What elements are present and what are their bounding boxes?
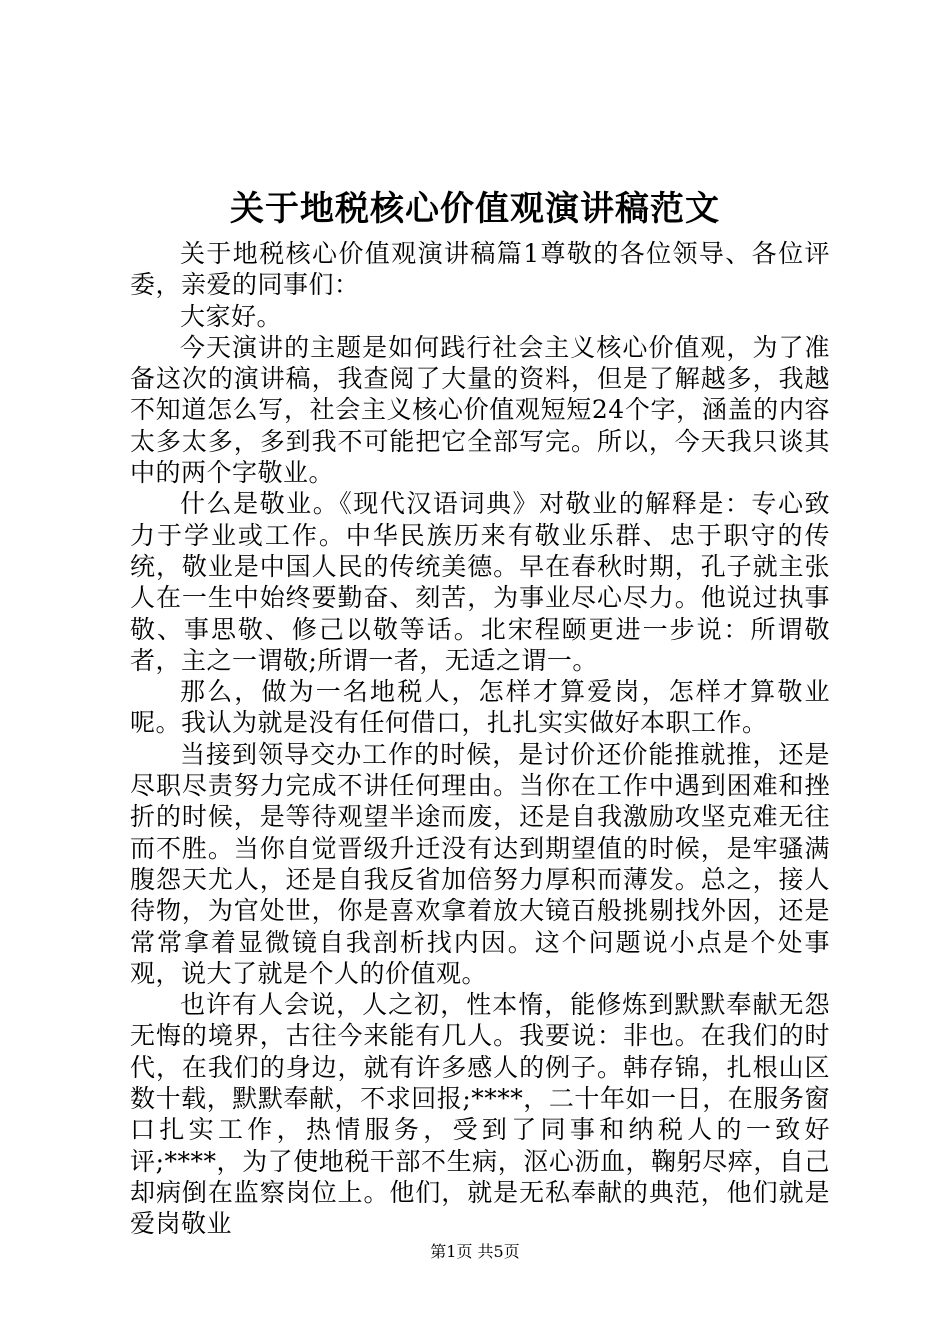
paragraph-4: 什么是敬业。《现代汉语词典》对敬业的解释是：专心致力于学业或工作。中华民族历来有敬业乐群、忠于职守的传统，敬业是中国人民的传统美德。早在春秋时期，孔子就主张人在一生中始终要勤奋、刻苦，为事业尽心尽力。他说过执事敬、事思敬、修己以敬等话。北宋程颐更进一步说：所谓敬者，主之一谓敬;所谓一者，无适之谓一。 bbox=[130, 489, 830, 675]
paragraph-3: 今天演讲的主题是如何践行社会主义核心价值观，为了准备这次的演讲稿，我查阅了大量的资料，但是了解越多，我越不知道怎么写，社会主义核心价值观短短24个字，涵盖的内容太多太多，多到我不可能把它全部写完。所以，今天我只谈其中的两个字敬业。 bbox=[130, 332, 830, 488]
paragraph-2: 大家好。 bbox=[180, 301, 283, 331]
document-title: 关于地税核心价值观演讲稿范文 bbox=[230, 189, 720, 229]
document-body bbox=[130, 238, 830, 1240]
paragraph-1: 关于地税核心价值观演讲稿篇1尊敬的各位领导、各位评委，亲爱的同事们： bbox=[130, 239, 830, 300]
paragraph-5: 那么，做为一名地税人，怎样才算爱岗，怎样才算敬业呢。我认为就是没有任何借口，扎扎实实做好本职工作。 bbox=[130, 677, 830, 738]
page-footer: 第1页 共5页 bbox=[430, 1242, 520, 1261]
paragraph-6: 当接到领导交办工作的时候，是讨价还价能推就推，还是尽职尽责努力完成不讲任何理由。当你在工作中遇到困难和挫折的时候，是等待观望半途而废，还是自我激励攻坚克难无往而不胜。当你自觉晋级升迁没有达到期望值的时候，是牢骚满腹怨天尤人，还是自我反省加倍努力厚积而薄发。总之，接人待物，为官处世，你是喜欢拿着放大镜百般挑剔找外因，还是常常拿着显微镜自我剖析找内因。这个问题说小点是个处事观，说大了就是个人的价值观。 bbox=[130, 739, 830, 988]
paragraph-7: 也许有人会说，人之初，性本惰，能修炼到默默奉献无怨无悔的境界，古往今来能有几人。我要说：非也。在我们的时代，在我们的身边，就有许多感人的例子。韩存锦，扎根山区数十载，默默奉献，不求回报;****，二十年如一日，在服务窗口扎实工作，热情服务，受到了同事和纳税人的一致好评;****，为了使地税干部不生病，沤心沥血，鞠躬尽瘁，自己却病倒在监察岗位上。他们，就是无私奉献的典范，他们就是爱岗敬业 bbox=[130, 990, 830, 1239]
